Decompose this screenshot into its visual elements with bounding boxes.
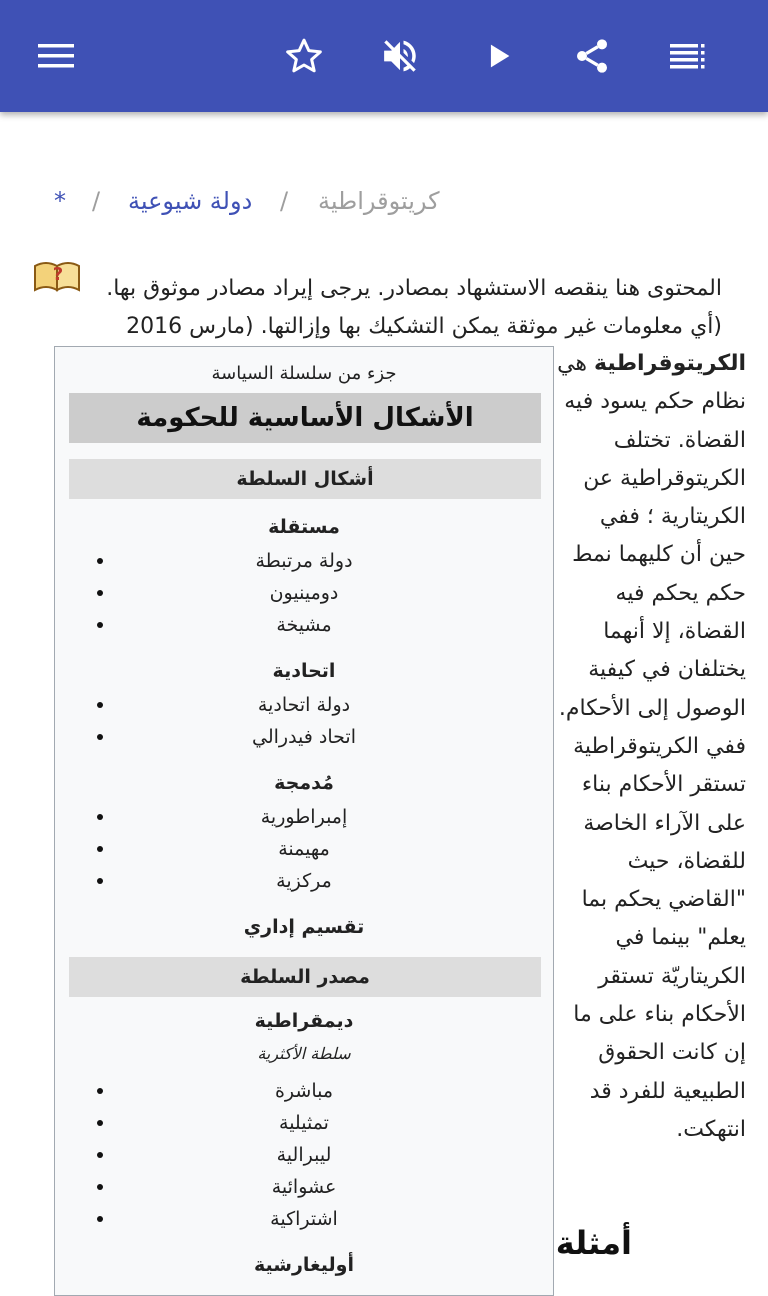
breadcrumb-root-link[interactable]: *: [54, 187, 66, 215]
infobox-list-item[interactable]: تمثيلية: [279, 1112, 329, 1134]
breadcrumb-current: كريتوقراطية: [318, 187, 440, 215]
infobox-list-item[interactable]: دولة اتحادية: [257, 694, 351, 716]
volume-off-icon[interactable]: [376, 32, 424, 80]
star-outline-icon[interactable]: [280, 32, 328, 80]
citation-notice-line: (أي معلومات غير موثقة يمكن التشكيك بها وإزالتها. (مارس 2016: [126, 314, 722, 339]
infobox-group-title[interactable]: مستقلة: [268, 516, 340, 538]
svg-text:?: ?: [52, 264, 64, 285]
infobox-list-item[interactable]: دومينيون: [269, 582, 339, 604]
section-heading: أمثلة: [555, 1224, 632, 1262]
infobox-list-item[interactable]: مركزية: [276, 870, 332, 892]
infobox-list-item[interactable]: مشيخة: [276, 614, 332, 636]
infobox-list-item[interactable]: عشوائية: [271, 1176, 337, 1198]
infobox-group-title[interactable]: تقسيم إداري: [243, 916, 365, 938]
infobox-list-item[interactable]: إمبراطورية: [260, 806, 348, 828]
infobox-list-item[interactable]: ليبرالية: [276, 1144, 332, 1166]
breadcrumb: [0, 184, 768, 218]
app-toolbar: [0, 0, 768, 112]
infobox-header[interactable]: أشكال السلطة: [69, 459, 541, 499]
infobox-header[interactable]: مصدر السلطة: [69, 957, 541, 997]
article-term: الكريتوقراطية: [594, 351, 746, 376]
infobox-list-item[interactable]: دولة مرتبطة: [255, 550, 353, 572]
infobox-group-title[interactable]: مُدمجة: [274, 772, 334, 794]
playlist-icon[interactable]: [664, 32, 712, 80]
infobox-group-title[interactable]: اتحادية: [272, 660, 336, 682]
infobox-list-item[interactable]: مباشرة: [274, 1080, 334, 1102]
breadcrumb-separator: /: [280, 187, 289, 215]
infobox-list-item[interactable]: اشتراكية: [270, 1208, 338, 1230]
share-icon[interactable]: [568, 32, 616, 80]
infobox-list-item[interactable]: مهيمنة: [278, 838, 330, 860]
breadcrumb-separator: /: [92, 187, 101, 215]
hamburger-menu-icon[interactable]: [32, 32, 80, 80]
play-icon[interactable]: [474, 32, 522, 80]
infobox-subtitle: سلطة الأكثرية: [257, 1044, 351, 1063]
article-body: هي نظام حكم يسود فيه القضاة. تختلف الكريتوقراطية عن الكريتارية ؛ ففي حين أن كليهما نمط حكم يحكم فيه القضاة، إلا أنهما يختلفان في كيفية الوصول إلى الأحكام. ففي الكريتوقراطية تستقر الأحكام بناء على الآراء الخاصة للقضاة، حيث "القاضي يحكم بما يعلم" بينما في الكريتاريّة تستقر الأحكام بناء على ما إن كانت الحقوق الطبيعية للفرد قد انتهكت.: [557, 351, 746, 1142]
breadcrumb-parent-link[interactable]: دولة شيوعية: [128, 187, 253, 215]
infobox-group-title[interactable]: ديمقراطية: [254, 1010, 354, 1032]
infobox-group-title[interactable]: أوليغارشية: [254, 1254, 354, 1276]
citation-notice-line: المحتوى هنا ينقصه الاستشهاد بمصادر. يرجى إيراد مصادر موثوق بها.: [106, 276, 722, 301]
infobox-list-item[interactable]: اتحاد فيدرالي: [252, 726, 356, 748]
article-paragraph: [556, 345, 746, 1149]
infobox-series-label[interactable]: جزء من سلسلة السياسة: [211, 363, 397, 384]
politics-infobox: [54, 346, 554, 1296]
infobox-title[interactable]: الأشكال الأساسية للحكومة: [69, 393, 541, 443]
